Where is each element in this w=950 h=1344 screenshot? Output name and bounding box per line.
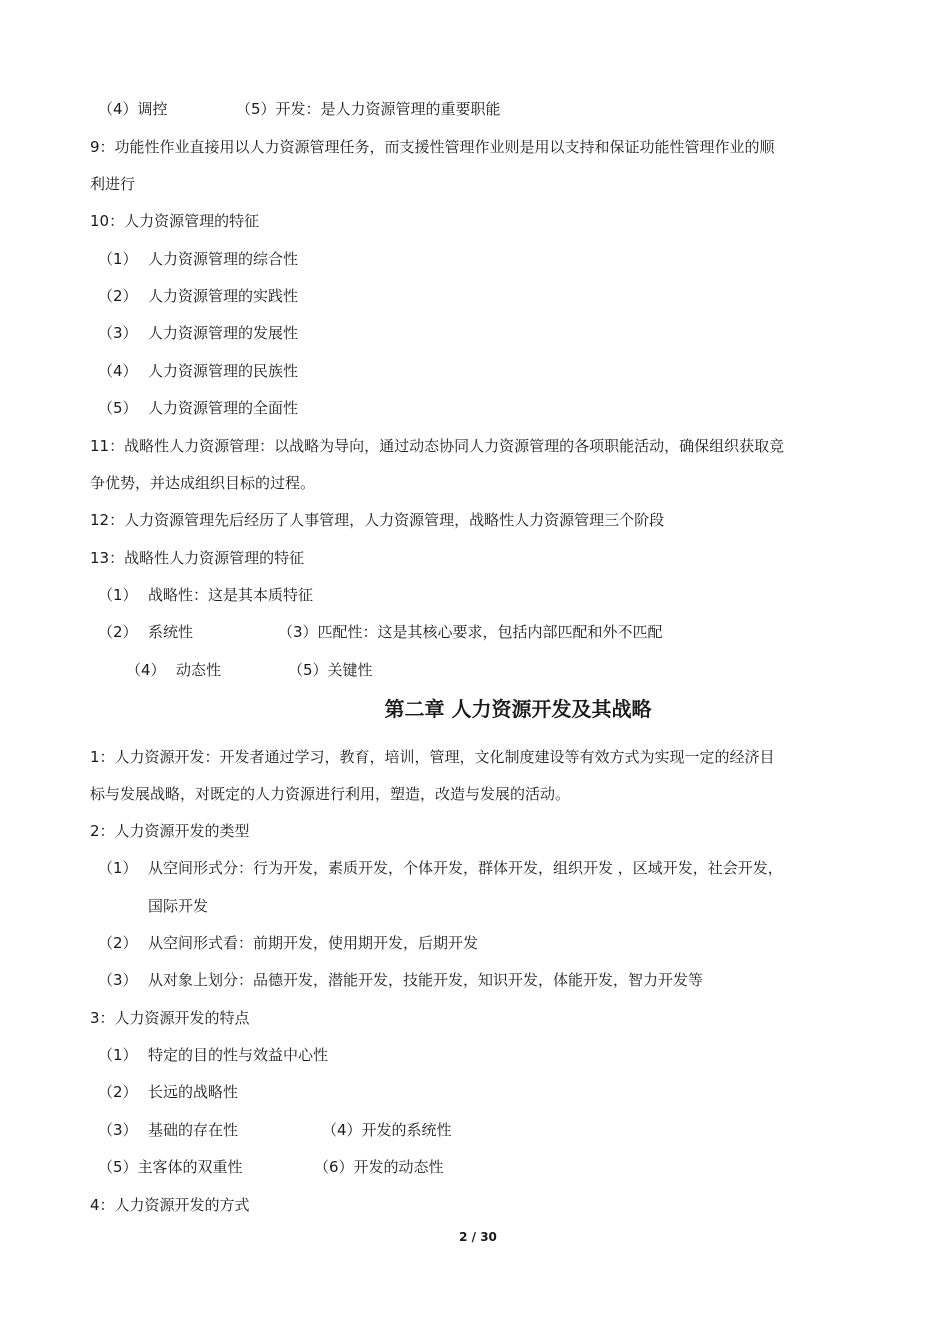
list-item-text: （6）开发的动态性 — [314, 1158, 444, 1176]
list-item-text: （3）匹配性：这是其核心要求，包括内部匹配和外不匹配 — [278, 623, 663, 641]
list-item-text: 国际开发 — [148, 897, 209, 915]
list-item-text: 人力资源管理的全面性 — [148, 399, 299, 417]
list-item-text: 人力资源管理的发展性 — [148, 324, 299, 342]
paragraph-line: 11：战略性人力资源管理：以战略为导向，通过动态协同人力资源管理的各项职能活动，确保组织获取竞 — [90, 437, 785, 455]
list-item-text: （5）主客体的双重性 — [98, 1158, 243, 1176]
item-text: （4）调控 — [98, 100, 168, 118]
list-item-number: （1） — [98, 250, 138, 268]
paragraph-line: 争优势，并达成组织目标的过程。 — [90, 474, 316, 492]
list-item-text: 从空间形式看：前期开发，使用期开发，后期开发 — [148, 934, 479, 952]
page-total: 30 — [480, 1230, 497, 1244]
section-heading: 2：人力资源开发的类型 — [90, 822, 250, 840]
list-item-text: 基础的存在性 — [148, 1121, 239, 1139]
list-item-text: （4）开发的系统性 — [322, 1121, 452, 1139]
paragraph-line: 利进行 — [90, 175, 136, 193]
list-item-number: （4） — [126, 661, 166, 679]
list-item-number: （1） — [98, 859, 138, 877]
list-item-number: （3） — [98, 971, 138, 989]
list-item — [98, 99, 168, 119]
list-item-number: （2） — [98, 1083, 138, 1101]
paragraph-line: 标与发展战略，对既定的人力资源进行利用，塑造，改造与发展的活动。 — [90, 785, 571, 803]
chapter-title: 第二章 人力资源开发及其战略 — [384, 697, 652, 721]
paragraph-line: 1：人力资源开发：开发者通过学习，教育，培训，管理，文化制度建设等有效方式为实现一定的经济目 — [90, 748, 775, 766]
item-text: （5）开发：是人力资源管理的重要职能 — [236, 100, 501, 118]
section-heading: 4：人力资源开发的方式 — [90, 1196, 250, 1214]
paragraph-line: 12：人力资源管理先后经历了人事管理，人力资源管理，战略性人力资源管理三个阶段 — [90, 511, 665, 529]
list-item-text: 动态性 — [176, 661, 222, 679]
list-item-number: （3） — [98, 324, 138, 342]
list-item-number: （2） — [98, 623, 138, 641]
list-item-text: 系统性 — [148, 623, 194, 641]
list-item-text: 从对象上划分：品德开发，潜能开发，技能开发，知识开发，体能开发，智力开发等 — [148, 971, 704, 989]
list-item-number: （3） — [98, 1121, 138, 1139]
list-item-number: （1） — [98, 586, 138, 604]
list-item-text: 人力资源管理的民族性 — [148, 362, 299, 380]
section-heading: 10：人力资源管理的特征 — [90, 212, 260, 230]
list-item-number: （4） — [98, 362, 138, 380]
page-number: 2 — [459, 1230, 468, 1244]
list-item-number: （2） — [98, 934, 138, 952]
list-item-text: 战略性：这是其本质特征 — [148, 586, 314, 604]
section-heading: 3：人力资源开发的特点 — [90, 1009, 250, 1027]
page-separator: / — [471, 1230, 477, 1244]
list-item-number: （1） — [98, 1046, 138, 1064]
list-item-number: （5） — [98, 399, 138, 417]
page-footer — [0, 1230, 950, 1244]
list-item — [236, 99, 501, 119]
list-item-text: 长远的战略性 — [148, 1083, 239, 1101]
list-item-number: （2） — [98, 287, 138, 305]
paragraph-line: 9：功能性作业直接用以人力资源管理任务，而支援性管理作业则是用以支持和保证功能性管理作业的顺 — [90, 138, 775, 156]
list-item-text: 人力资源管理的实践性 — [148, 287, 299, 305]
list-item-text: （5）关键性 — [288, 661, 373, 679]
list-item-text: 特定的目的性与效益中心性 — [148, 1046, 329, 1064]
section-heading: 13：战略性人力资源管理的特征 — [90, 549, 305, 567]
list-item-text: 人力资源管理的综合性 — [148, 250, 299, 268]
list-item-text: 从空间形式分：行为开发，素质开发，个体开发，群体开发，组织开发 ，区域开发，社会开发， — [148, 859, 783, 877]
